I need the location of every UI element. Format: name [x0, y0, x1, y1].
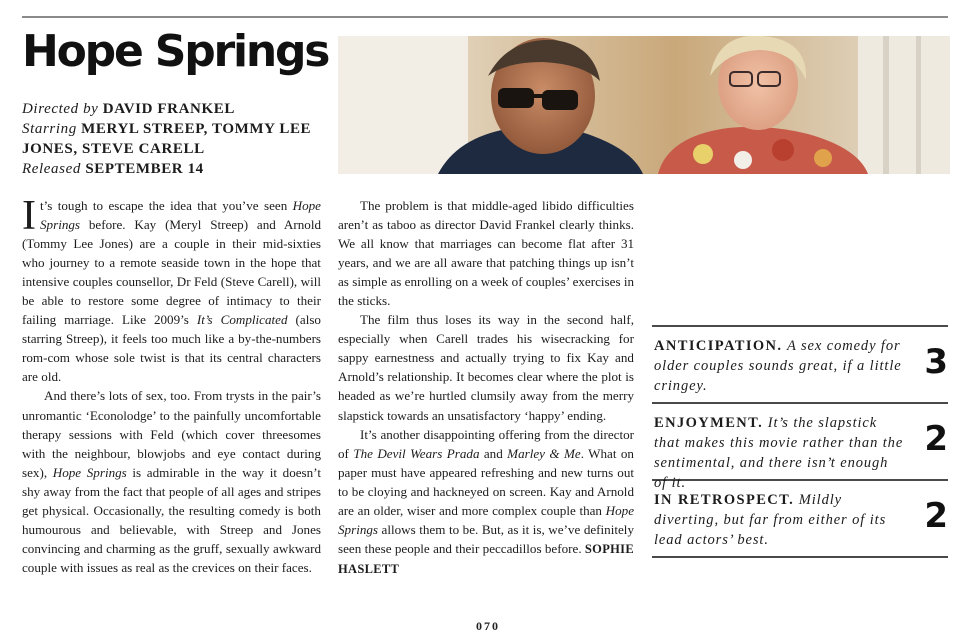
- rating-anticipation: [652, 327, 948, 404]
- directed-by-label: Directed by: [22, 101, 99, 117]
- rating-enjoyment: [652, 404, 948, 491]
- paragraph-5: It’s another disappointing offering from the director of The Devil Wears Prada and Marley & Me. What on paper must have appeared refreshing and new turns out to be cloying and hackneyed on screen. Kay and Arnold are an older, wiser and more complex couple than Hope Springs allows them to be. But, as it is, we’ve definitely seen these people and their peccadillos before. SOPHIE HASLETT: [338, 426, 635, 576]
- rating-label: IN RETROSPECT.: [654, 492, 795, 508]
- starring-label: Starring: [22, 121, 77, 137]
- film-still-photo: [338, 36, 950, 174]
- body-column-2: [338, 196, 634, 579]
- film-credits: [22, 99, 332, 179]
- drop-cap: I: [22, 193, 36, 239]
- page-number: 070: [476, 619, 500, 633]
- body-column-1: [22, 193, 322, 577]
- ratings-box: [652, 325, 948, 558]
- starring-names: MERYL STREEP, TOMMY LEE JONES, STEVE CARELL: [22, 121, 312, 157]
- rating-label: ENJOYMENT.: [654, 415, 764, 431]
- released-label: Released: [22, 161, 81, 177]
- rating-score: 2: [924, 496, 948, 536]
- director-name: DAVID FRANKEL: [102, 101, 235, 117]
- rating-text: A sex comedy for older couples sounds great, if a little cringey.: [654, 338, 902, 394]
- paragraph-2: And there’s lots of sex, too. From trysts in the pair’s unromantic ‘Econolodge’ to the painfully uncomfortable therapy sessions with Feld (which cover threesomes with the neighbour, blowjobs and eye contact during sex), Hope Springs is admirable in the way it doesn’t shy away from the fact that people of all ages and stripes get physical. Occasionally, the resulting comedy is both humourous and believable, with Streep and Jones convincing and charming as the gruff, sexually awkward couple with issues as real as the crevices on their faces.: [22, 388, 322, 575]
- paragraph-1: It’s tough to escape the idea that you’ve seen Hope Springs before. Kay (Meryl Streep) and Arnold (Tommy Lee Jones) are a couple in their mid-sixties who journey to a remote seaside town in the hope that intensive couples counsellor, Dr Feld (Steve Carell), will be able to restore some degree of intimacy to their failing marriage. Like 2009’s It’s Complicated (also starring Streep), it feels too much like a by-the-numbers rom-com whose sole twist is that its central characters are old.: [22, 193, 322, 385]
- rating-label: ANTICIPATION.: [654, 338, 783, 354]
- page-title: Hope Springs: [22, 26, 329, 77]
- rating-score: 3: [924, 342, 948, 382]
- author-byline: SOPHIE HASLETT: [338, 541, 634, 576]
- release-date: SEPTEMBER 14: [85, 161, 204, 177]
- top-rule: [22, 16, 948, 18]
- paragraph-3: The problem is that middle-aged libido difficulties aren’t as taboo as director David Frankel clearly thinks. We all know that marriages can become flat after 31 years, and we are all aware that patching things up isn’t as simple as enrolling on a week of couples’ exercises in the sticks.: [338, 198, 635, 309]
- rating-text: Mildly diverting, but far from either of its lead actors’ best.: [654, 492, 887, 548]
- rating-score: 2: [924, 419, 948, 459]
- paragraph-4: The film thus loses its way in the second half, especially when Carell trades his wisecracking for sappy earnestness and actually trying to fix Kay and Arnold’s relationship. It becomes clear where the plot is headed as we’re hurtled clumsily away from the merry slapstick towards an unsatisfactory ‘happy’ ending.: [338, 312, 635, 423]
- rating-in-retrospect: [652, 481, 948, 558]
- rating-text: It’s the slapstick that makes this movie rather than the sentimental, and there isn’t enough of it.: [654, 415, 904, 491]
